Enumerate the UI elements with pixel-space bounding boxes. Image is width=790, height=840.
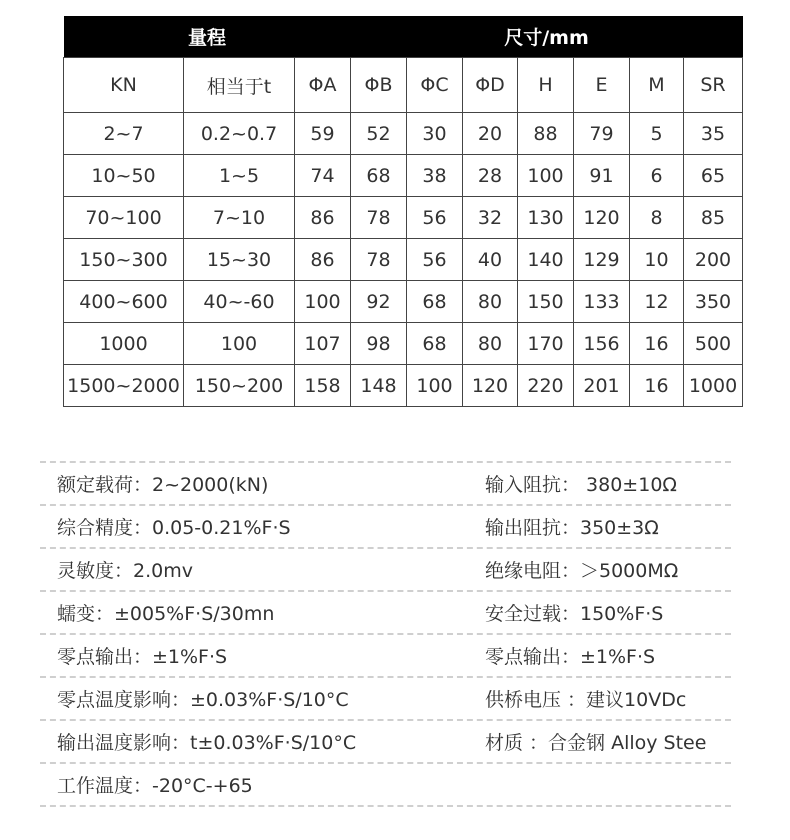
table-cell: 68 (351, 155, 407, 197)
table-group-header (64, 16, 743, 58)
column-header: ΦB (351, 58, 407, 113)
spec-item: 绝缘电阻：＞5000MΩ (485, 560, 679, 582)
table-row (64, 281, 743, 323)
spec-item: 灵敏度：2.0mv (57, 560, 193, 582)
table-cell: 100 (407, 365, 463, 407)
table-cell: 35 (684, 113, 743, 155)
spec-row (40, 463, 731, 506)
column-header: M (630, 58, 684, 113)
column-header: KN (64, 58, 184, 113)
column-header: E (574, 58, 630, 113)
table-row (64, 239, 743, 281)
spec-item: 零点输出：±1%F·S (485, 646, 656, 668)
table-cell: 86 (295, 197, 351, 239)
table-cell: 32 (463, 197, 518, 239)
spec-item: 蠕变：±005%F·S/30mn (57, 603, 275, 625)
table-cell: 70~100 (64, 197, 184, 239)
table-cell: 10~50 (64, 155, 184, 197)
table-row (64, 365, 743, 407)
table-cell: 80 (463, 323, 518, 365)
spec-item: 零点温度影响：±0.03%F·S/10°C (57, 689, 349, 711)
column-header: ΦA (295, 58, 351, 113)
table-row (64, 113, 743, 155)
dimension-table (63, 16, 743, 407)
spec-row (40, 764, 731, 807)
spec-item: 额定载荷：2~2000(kN) (57, 474, 269, 496)
table-cell: 100 (184, 323, 295, 365)
spec-row (40, 592, 731, 635)
table-cell: 6 (630, 155, 684, 197)
table-cell: 150~200 (184, 365, 295, 407)
table-cell: 28 (463, 155, 518, 197)
spec-list (40, 461, 731, 807)
table-cell: 40~-60 (184, 281, 295, 323)
table-cell: 156 (574, 323, 630, 365)
table-cell: 78 (351, 197, 407, 239)
table-cell: 79 (574, 113, 630, 155)
table-cell: 10 (630, 239, 684, 281)
dimension-group-header: 尺寸/mm (351, 16, 743, 58)
spec-row (40, 549, 731, 592)
table-cell: 400~600 (64, 281, 184, 323)
table-cell: 38 (407, 155, 463, 197)
table-cell: 350 (684, 281, 743, 323)
column-header: ΦD (463, 58, 518, 113)
table-cell: 91 (574, 155, 630, 197)
table-cell: 68 (407, 323, 463, 365)
table-cell: 92 (351, 281, 407, 323)
table-cell: 59 (295, 113, 351, 155)
table-cell: 85 (684, 197, 743, 239)
table-cell: 5 (630, 113, 684, 155)
spec-item: 综合精度：0.05-0.21%F·S (57, 517, 291, 539)
range-group-header: 量程 (64, 16, 351, 58)
table-cell: 100 (295, 281, 351, 323)
table-cell: 200 (684, 239, 743, 281)
table-cell: 120 (574, 197, 630, 239)
table-cell: 52 (351, 113, 407, 155)
table-cell: 220 (518, 365, 574, 407)
table-cell: 107 (295, 323, 351, 365)
table-cell: 1~5 (184, 155, 295, 197)
table-cell: 30 (407, 113, 463, 155)
table-column-header (64, 58, 743, 113)
spec-item: 输入阻抗： 380±10Ω (485, 474, 677, 496)
spec-row (40, 678, 731, 721)
table-cell: 88 (518, 113, 574, 155)
spec-item: 供桥电压 ：建议10VDc (485, 689, 687, 711)
table-row (64, 197, 743, 239)
table-cell: 16 (630, 323, 684, 365)
table-cell: 15~30 (184, 239, 295, 281)
spec-row (40, 721, 731, 764)
table-cell: 74 (295, 155, 351, 197)
spec-item: 安全过载：150%F·S (485, 603, 664, 625)
table-cell: 130 (518, 197, 574, 239)
spec-item: 材质 ：合金钢 Alloy Stee (485, 732, 707, 754)
table-cell: 120 (463, 365, 518, 407)
table-cell: 0.2~0.7 (184, 113, 295, 155)
table-cell: 2~7 (64, 113, 184, 155)
table-cell: 56 (407, 239, 463, 281)
column-header: H (518, 58, 574, 113)
table-cell: 40 (463, 239, 518, 281)
table-cell: 8 (630, 197, 684, 239)
table-cell: 86 (295, 239, 351, 281)
spec-item: 工作温度：-20°C-+65 (57, 775, 253, 797)
table-cell: 20 (463, 113, 518, 155)
column-header: 相当于t (184, 58, 295, 113)
table-cell: 1500~2000 (64, 365, 184, 407)
table-cell: 150~300 (64, 239, 184, 281)
table-cell: 201 (574, 365, 630, 407)
table-cell: 100 (518, 155, 574, 197)
spec-item: 输出温度影响：t±0.03%F·S/10°C (57, 732, 357, 754)
table-cell: 1000 (64, 323, 184, 365)
table-cell: 133 (574, 281, 630, 323)
table-cell: 148 (351, 365, 407, 407)
table-cell: 129 (574, 239, 630, 281)
table-body (64, 113, 743, 407)
spec-item: 零点输出：±1%F·S (57, 646, 228, 668)
table-row (64, 323, 743, 365)
table-cell: 16 (630, 365, 684, 407)
spec-row (40, 506, 731, 549)
column-header: ΦC (407, 58, 463, 113)
table-cell: 170 (518, 323, 574, 365)
column-header: SR (684, 58, 743, 113)
table-cell: 12 (630, 281, 684, 323)
table-cell: 150 (518, 281, 574, 323)
table-cell: 80 (463, 281, 518, 323)
table-cell: 65 (684, 155, 743, 197)
spec-row (40, 635, 731, 678)
table-row (64, 155, 743, 197)
table-cell: 98 (351, 323, 407, 365)
table-cell: 68 (407, 281, 463, 323)
table-cell: 1000 (684, 365, 743, 407)
table-cell: 56 (407, 197, 463, 239)
table-cell: 7~10 (184, 197, 295, 239)
table-cell: 158 (295, 365, 351, 407)
table-cell: 78 (351, 239, 407, 281)
table-cell: 140 (518, 239, 574, 281)
table-cell: 500 (684, 323, 743, 365)
spec-item: 输出阻抗：350±3Ω (485, 517, 659, 539)
